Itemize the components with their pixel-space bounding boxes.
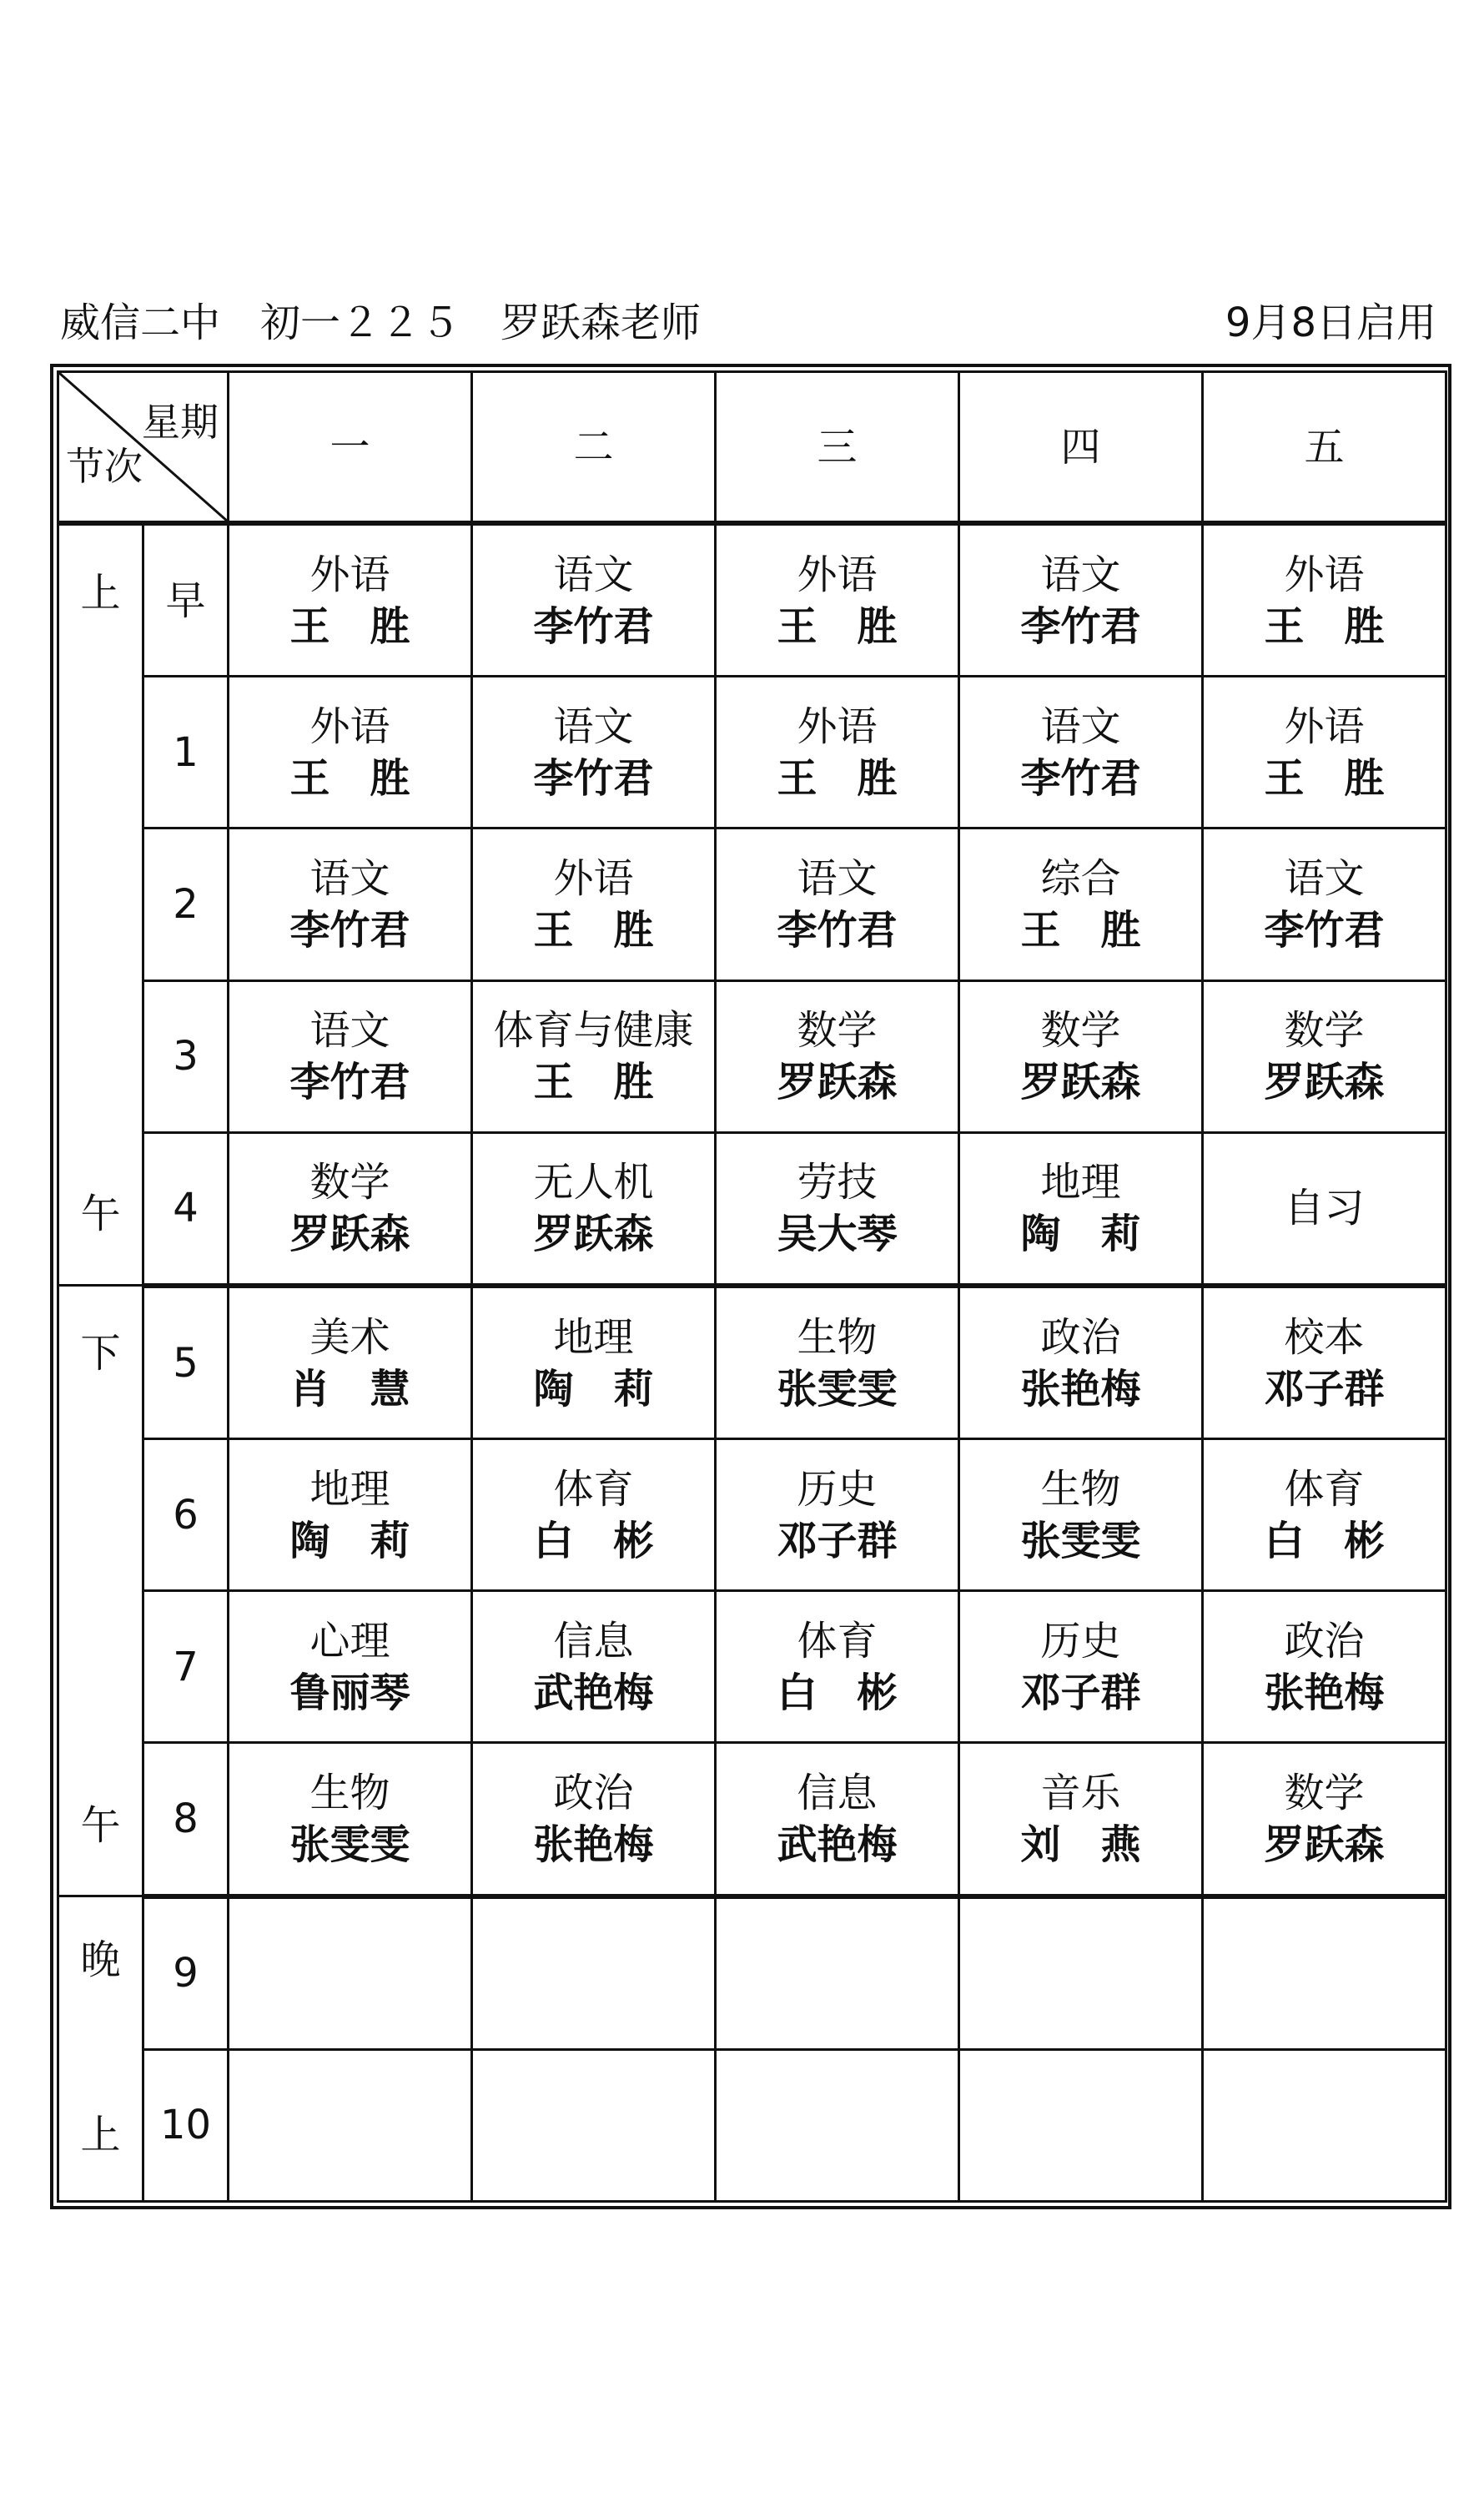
subject-name: 地理 (309, 1465, 390, 1513)
subject-name: 语文 (553, 551, 634, 598)
teacher-name: 张艳梅 (533, 1821, 654, 1869)
teacher-name: 王 胜 (777, 754, 898, 802)
teacher-name: 吴大琴 (777, 1211, 898, 1258)
subject-name: 自习 (1284, 1185, 1365, 1232)
table-row (58, 1132, 1446, 1286)
section-morning (58, 523, 143, 1286)
class-cell (472, 1591, 716, 1743)
teacher-name: 陶 莉 (289, 1517, 410, 1564)
class-cell (959, 1286, 1203, 1439)
class-cell (229, 1591, 472, 1743)
subject-name: 历史 (1040, 1617, 1121, 1664)
teacher-name: 罗跃森 (1020, 1059, 1141, 1106)
section-label-top: 晚 (80, 1936, 121, 1983)
teacher-name: 王 胜 (533, 1059, 654, 1106)
subject-name: 信息 (797, 1770, 878, 1817)
teacher-name: 罗跃森 (533, 1211, 654, 1258)
teacher-name: 张艳梅 (1020, 1365, 1141, 1413)
section-label-top: 上 (80, 569, 121, 617)
day-header: 四 (959, 372, 1203, 524)
class-cell (229, 523, 472, 677)
subject-name: 生物 (309, 1770, 390, 1817)
class-cell (472, 1286, 716, 1439)
class-cell (229, 2049, 472, 2201)
subject-name: 心理 (309, 1617, 390, 1664)
teacher-name: 邓子群 (1264, 1365, 1385, 1413)
teacher-name: 李竹君 (1020, 602, 1141, 650)
subject-name: 语文 (797, 855, 878, 903)
teacher-name: 陶 莉 (533, 1365, 654, 1413)
section-evening (58, 1896, 143, 2202)
teacher-name: 李竹君 (289, 1059, 410, 1106)
day-header: 二 (472, 372, 716, 524)
subject-name: 政治 (553, 1770, 634, 1817)
subject-name: 体育与健康 (493, 1007, 694, 1055)
class-cell (959, 1132, 1203, 1286)
class-cell (959, 2049, 1203, 2201)
teacher-name: 邓子群 (777, 1517, 898, 1564)
class-cell (959, 1896, 1203, 2050)
period-number: 10 (143, 2049, 229, 2201)
period-number: 3 (143, 980, 229, 1132)
teacher-name: 肖 慧 (289, 1365, 410, 1413)
class-cell (716, 1132, 959, 1286)
subject-name: 地理 (1040, 1159, 1121, 1206)
class-cell (959, 980, 1203, 1132)
subject-name: 数学 (797, 1007, 878, 1055)
period-number: 7 (143, 1591, 229, 1743)
class-cell (1203, 523, 1446, 677)
subject-name: 语文 (309, 1007, 390, 1055)
teacher-name: 罗跃森 (289, 1211, 410, 1258)
class-cell (1203, 828, 1446, 980)
class-cell (716, 523, 959, 677)
subject-name: 生物 (1040, 1465, 1121, 1513)
subject-name: 外语 (553, 855, 634, 903)
timetable (57, 370, 1447, 2203)
teacher-name: 李竹君 (1020, 754, 1141, 802)
corner-period-label: 节次 (66, 444, 143, 490)
class-cell (1203, 2049, 1446, 2201)
class-cell (716, 828, 959, 980)
period-number: 9 (143, 1896, 229, 2050)
class-cell (472, 828, 716, 980)
period-number: 5 (143, 1286, 229, 1439)
subject-name: 数学 (1040, 1007, 1121, 1055)
subject-name: 语文 (309, 855, 390, 903)
class-cell (229, 980, 472, 1132)
table-row (58, 1439, 1446, 1591)
teacher-name: 武艳梅 (533, 1669, 654, 1716)
subject-name: 外语 (797, 551, 878, 598)
teacher-name: 李竹君 (1264, 907, 1385, 954)
class-cell (472, 980, 716, 1132)
subject-name: 语文 (1040, 703, 1121, 750)
table-row (58, 2049, 1446, 2201)
class-cell (716, 980, 959, 1132)
subject-name: 信息 (553, 1617, 634, 1664)
section-label-bottom: 上 (80, 2111, 121, 2158)
class-cell (959, 828, 1203, 980)
table-row (58, 828, 1446, 980)
subject-name: 外语 (797, 703, 878, 750)
teacher-name: 白 彬 (533, 1517, 654, 1564)
teacher-name: 李竹君 (289, 907, 410, 954)
class-cell (1203, 677, 1446, 828)
class-cell (229, 677, 472, 828)
header-row (58, 372, 1446, 524)
class-cell (1203, 1743, 1446, 1896)
teacher-name: 白 彬 (777, 1669, 898, 1716)
teacher-name: 张艳梅 (1264, 1669, 1385, 1716)
teacher-name: 王 胜 (289, 754, 410, 802)
table-row (58, 980, 1446, 1132)
teacher-name: 李竹君 (533, 602, 654, 650)
section-afternoon (58, 1286, 143, 1896)
teacher-name: 张雯雯 (1020, 1517, 1141, 1564)
class-cell (1203, 1439, 1446, 1591)
subject-name: 体育 (797, 1617, 878, 1664)
teacher-name: 武艳梅 (777, 1821, 898, 1869)
class-cell (959, 523, 1203, 677)
class-cell (716, 677, 959, 828)
section-label-top: 下 (80, 1329, 121, 1377)
subject-name: 外语 (309, 703, 390, 750)
teacher-name: 罗跃森 (777, 1059, 898, 1106)
day-header: 一 (229, 372, 472, 524)
subject-name: 体育 (553, 1465, 634, 1513)
period-number: 4 (143, 1132, 229, 1286)
class-cell (959, 1591, 1203, 1743)
class-cell (229, 1896, 472, 2050)
teacher-name: 王 胜 (289, 602, 410, 650)
table-row (58, 1591, 1446, 1743)
period-number: 8 (143, 1743, 229, 1896)
table-row (58, 1286, 1446, 1439)
class-cell (472, 523, 716, 677)
teacher-name: 王 胜 (777, 602, 898, 650)
subject-name: 外语 (1284, 703, 1365, 750)
subject-name: 生物 (797, 1313, 878, 1361)
class-cell (229, 828, 472, 980)
class-cell (1203, 1896, 1446, 2050)
class-cell (229, 1132, 472, 1286)
class-cell (1203, 1286, 1446, 1439)
class-cell (229, 1743, 472, 1896)
teacher-name: 王 胜 (533, 907, 654, 954)
subject-name: 数学 (1284, 1007, 1365, 1055)
period-number: 6 (143, 1439, 229, 1591)
teacher-name: 邓子群 (1020, 1669, 1141, 1716)
subject-name: 美术 (309, 1313, 390, 1361)
table-row (58, 1743, 1446, 1896)
teacher-name: 张雯雯 (289, 1821, 410, 1869)
page-header (60, 294, 1436, 352)
class-info: 威信二中 初一２２５ 罗跃森老师 (60, 300, 702, 346)
subject-name: 综合 (1040, 855, 1121, 903)
teacher-name: 白 彬 (1264, 1517, 1385, 1564)
class-cell (472, 677, 716, 828)
section-label-bottom: 午 (80, 1801, 121, 1849)
class-cell (716, 1896, 959, 2050)
corner-cell (58, 372, 229, 524)
class-cell (959, 1743, 1203, 1896)
teacher-name: 陶 莉 (1020, 1211, 1141, 1258)
subject-name: 外语 (1284, 551, 1365, 598)
subject-name: 无人机 (533, 1159, 654, 1206)
teacher-name: 刘 燕 (1020, 1821, 1141, 1869)
subject-name: 劳技 (797, 1159, 878, 1206)
class-cell (229, 1286, 472, 1439)
teacher-name: 王 胜 (1264, 602, 1385, 650)
period-number: 早 (143, 523, 229, 677)
teacher-name: 王 胜 (1264, 754, 1385, 802)
class-cell (472, 1743, 716, 1896)
start-date: 9月8日启用 (1225, 300, 1436, 346)
class-cell (472, 1132, 716, 1286)
subject-name: 数学 (1284, 1770, 1365, 1817)
class-cell (472, 1896, 716, 2050)
subject-name: 语文 (1284, 855, 1365, 903)
class-cell (959, 677, 1203, 828)
class-cell (472, 1439, 716, 1591)
teacher-name: 李竹君 (777, 907, 898, 954)
class-cell (716, 2049, 959, 2201)
class-cell (716, 1743, 959, 1896)
subject-name: 体育 (1284, 1465, 1365, 1513)
table-row (58, 1896, 1446, 2050)
subject-name: 外语 (309, 551, 390, 598)
day-header: 五 (1203, 372, 1446, 524)
teacher-name: 罗跃森 (1264, 1059, 1385, 1106)
teacher-name: 罗跃森 (1264, 1821, 1385, 1869)
class-cell (1203, 1132, 1446, 1286)
class-cell (472, 2049, 716, 2201)
subject-name: 音乐 (1040, 1770, 1121, 1817)
day-header: 三 (716, 372, 959, 524)
subject-name: 校本 (1284, 1313, 1365, 1361)
subject-name: 历史 (797, 1465, 878, 1513)
teacher-name: 张雯雯 (777, 1365, 898, 1413)
teacher-name: 鲁丽琴 (289, 1669, 410, 1716)
subject-name: 数学 (309, 1159, 390, 1206)
subject-name: 语文 (553, 703, 634, 750)
table-row (58, 523, 1446, 677)
period-number: 2 (143, 828, 229, 980)
teacher-name: 李竹君 (533, 754, 654, 802)
subject-name: 语文 (1040, 551, 1121, 598)
class-cell (716, 1439, 959, 1591)
corner-week-label: 星期 (142, 400, 219, 445)
teacher-name: 王 胜 (1020, 907, 1141, 954)
subject-name: 政治 (1040, 1313, 1121, 1361)
class-cell (716, 1286, 959, 1439)
class-cell (1203, 980, 1446, 1132)
section-label-bottom: 午 (80, 1190, 121, 1237)
period-number: 1 (143, 677, 229, 828)
class-cell (959, 1439, 1203, 1591)
subject-name: 地理 (553, 1313, 634, 1361)
subject-name: 政治 (1284, 1617, 1365, 1664)
class-cell (229, 1439, 472, 1591)
class-cell (1203, 1591, 1446, 1743)
table-row (58, 677, 1446, 828)
class-cell (716, 1591, 959, 1743)
